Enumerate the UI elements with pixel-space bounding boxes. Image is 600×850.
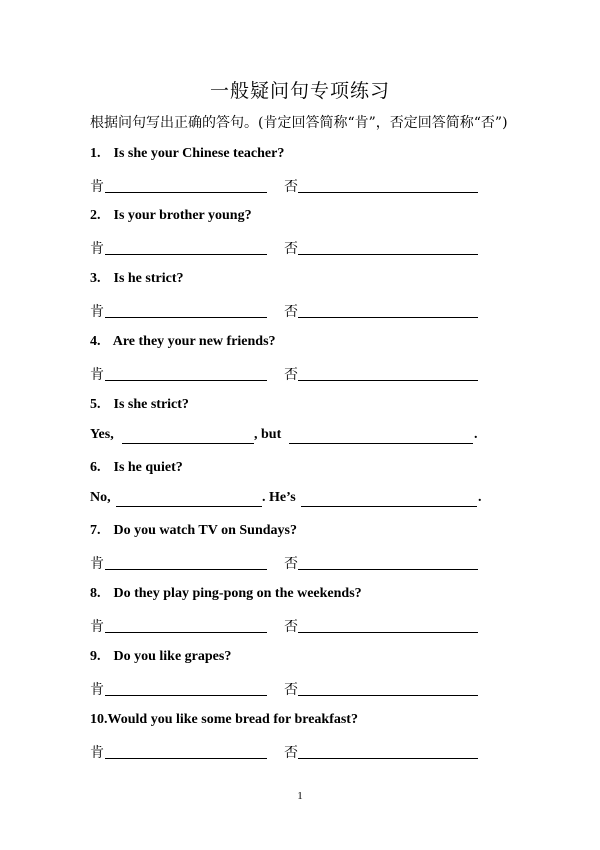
no-label: 否 — [284, 304, 298, 320]
page-number: 1 — [297, 790, 303, 802]
no-answer-blank[interactable] — [298, 632, 478, 633]
question-4 — [90, 334, 276, 350]
answer-no-prefix: No, — [90, 490, 111, 505]
yes-label: 肯 — [90, 682, 104, 698]
question-3 — [90, 271, 184, 287]
answer-blank-2[interactable] — [289, 443, 473, 444]
yes-answer-blank[interactable] — [105, 192, 267, 193]
answer-yes-prefix: Yes, — [90, 427, 114, 442]
question-text: Is he strict? — [113, 271, 184, 286]
answer-row-6 — [90, 490, 510, 512]
yes-label: 肯 — [90, 179, 104, 195]
question-5 — [90, 397, 189, 413]
question-number: 2. — [90, 208, 101, 223]
yes-label: 肯 — [90, 556, 104, 572]
instructions: 根据问句写出正确的答句。(肯定回答简称“肯”，否定回答简称“否”) — [90, 115, 508, 131]
yes-answer-blank[interactable] — [105, 254, 267, 255]
page-title: 一般疑问句专项练习 — [209, 80, 390, 102]
question-text: Is she strict? — [113, 397, 189, 412]
answer-period: . — [478, 490, 482, 505]
no-label: 否 — [284, 745, 298, 761]
yes-answer-blank[interactable] — [105, 695, 267, 696]
question-text: Do you watch TV on Sundays? — [113, 523, 297, 538]
answer-blank-2[interactable] — [301, 506, 477, 507]
no-answer-blank[interactable] — [298, 380, 478, 381]
yes-label: 肯 — [90, 241, 104, 257]
answer-blank-1[interactable] — [116, 506, 262, 507]
answer-period: . — [474, 427, 478, 442]
answer-row-10 — [90, 742, 510, 764]
yes-answer-blank[interactable] — [105, 380, 267, 381]
answer-row-5 — [90, 427, 510, 449]
question-text: Do you like grapes? — [113, 649, 232, 664]
question-text: Would you like some bread for breakfast? — [107, 712, 358, 727]
no-label: 否 — [284, 179, 298, 195]
no-label: 否 — [284, 682, 298, 698]
answer-row-8 — [90, 616, 510, 638]
yes-answer-blank[interactable] — [105, 632, 267, 633]
question-text: Is your brother young? — [113, 208, 252, 223]
yes-answer-blank[interactable] — [105, 317, 267, 318]
question-number: 4. — [90, 334, 101, 349]
answer-blank-1[interactable] — [122, 443, 254, 444]
answer-row-3 — [90, 301, 510, 323]
answer-row-2 — [90, 238, 510, 260]
question-number: 9. — [90, 649, 101, 664]
question-text: Are they your new friends? — [112, 334, 276, 349]
yes-label: 肯 — [90, 304, 104, 320]
question-number: 5. — [90, 397, 101, 412]
yes-label: 肯 — [90, 745, 104, 761]
question-number: 3. — [90, 271, 101, 286]
no-label: 否 — [284, 556, 298, 572]
no-answer-blank[interactable] — [298, 695, 478, 696]
question-text: Is she your Chinese teacher? — [113, 146, 285, 161]
yes-answer-blank[interactable] — [105, 569, 267, 570]
answer-row-9 — [90, 679, 510, 701]
yes-answer-blank[interactable] — [105, 758, 267, 759]
yes-label: 肯 — [90, 619, 104, 635]
no-answer-blank[interactable] — [298, 192, 478, 193]
question-10 — [90, 712, 358, 728]
question-2 — [90, 208, 252, 224]
answer-row-4 — [90, 364, 510, 386]
question-number: 6. — [90, 460, 101, 475]
yes-label: 肯 — [90, 367, 104, 383]
question-number: 1. — [90, 146, 101, 161]
no-answer-blank[interactable] — [298, 569, 478, 570]
question-7 — [90, 523, 297, 539]
no-label: 否 — [284, 367, 298, 383]
no-label: 否 — [284, 619, 298, 635]
question-text: Do they play ping-pong on the weekends? — [113, 586, 362, 601]
question-number: 7. — [90, 523, 101, 538]
question-6 — [90, 460, 183, 476]
no-answer-blank[interactable] — [298, 317, 478, 318]
answer-but-text: , but — [254, 427, 282, 442]
answer-row-1 — [90, 176, 510, 198]
no-answer-blank[interactable] — [298, 758, 478, 759]
answer-row-7 — [90, 553, 510, 575]
answer-hes-text: . He’s — [262, 490, 296, 505]
question-number: 10. — [90, 712, 108, 727]
question-8 — [90, 586, 362, 602]
no-label: 否 — [284, 241, 298, 257]
question-1 — [90, 146, 284, 162]
question-number: 8. — [90, 586, 101, 601]
question-text: Is he quiet? — [113, 460, 183, 475]
question-9 — [90, 649, 231, 665]
no-answer-blank[interactable] — [298, 254, 478, 255]
